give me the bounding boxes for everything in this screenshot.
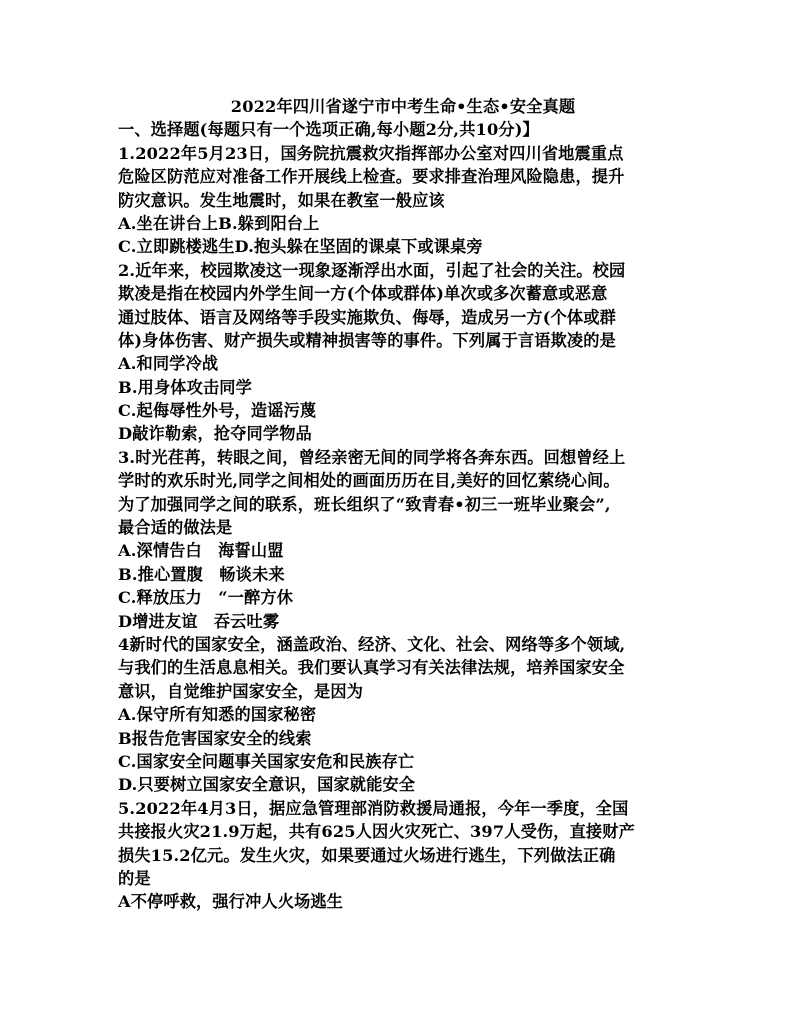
question-stem-line: 5.2022年4月3日，据应急管理部消防救援局通报，今年一季度，全国 bbox=[118, 798, 629, 818]
page-title: 2022年四川省遂宁市中考生命•生态•安全真题 bbox=[230, 97, 576, 116]
question-stem-line: 危险区防范应对准备工作开展线上检查。要求排查治理风险隐患，提升 bbox=[118, 167, 625, 187]
question-stem-line: 4新时代的国家安全，涵盖政治、经济、文化、社会、网络等多个领域, bbox=[118, 634, 626, 654]
question-2 bbox=[118, 259, 688, 446]
question-option: C.国家安全问题事关国家安危和民族存亡 bbox=[118, 751, 415, 771]
question-stem-line: 为了加强同学之间的联系，班长组织了“致青春•初三一班毕业聚会”, bbox=[118, 494, 611, 514]
question-option: D.只要树立国家安全意识，国家就能安全 bbox=[118, 775, 416, 795]
question-stem-line: 欺凌是指在校园内外学生间一方(个体或群体)单次或多次蓄意或恶意 bbox=[118, 284, 608, 304]
question-stem-line: 学时的欢乐时光,同学之间相处的画面历历在目,美好的回忆萦绕心间。 bbox=[118, 471, 620, 491]
question-stem-line: 体)身体伤害、财产损失或精神损害等的事件。下列属于言语欺凌的是 bbox=[118, 330, 616, 350]
question-stem-line: 3.时光荏苒，转眼之间，曾经亲密无间的同学将各奔东西。回想曾经上 bbox=[118, 447, 626, 467]
question-option: B.推心置腹 畅谈未来 bbox=[118, 564, 285, 584]
question-5 bbox=[118, 797, 688, 914]
question-stem-line: 最合适的做法是 bbox=[118, 518, 233, 538]
question-stem-line: 的是 bbox=[118, 868, 151, 888]
question-option: C.释放压力 “一醉方休 bbox=[118, 588, 294, 608]
question-stem-line: 通过肢体、语言及网络等手段实施欺负、侮辱，造成另一方(个体或群 bbox=[118, 307, 616, 327]
question-4 bbox=[118, 633, 688, 797]
question-option: D增进友谊 吞云吐雾 bbox=[118, 611, 280, 631]
question-stem-line: 防灾意识。发生地震时，如果在教室一般应该 bbox=[118, 190, 445, 210]
question-stem-line: 损失15.2亿元。发生火灾，如果要通过火场进行逃生，下列做法正确 bbox=[118, 845, 616, 865]
question-option: A.和同学冷战 bbox=[118, 354, 219, 374]
document-body bbox=[118, 95, 688, 914]
question-3 bbox=[118, 446, 688, 633]
question-option: A.坐在讲台上B.躲到阳台上 bbox=[118, 213, 320, 233]
question-stem-line: 1.2022年5月23日，国务院抗震救灾指挥部办公室对四川省地震重点 bbox=[118, 143, 624, 163]
question-stem-line: 共接报火灾21.9万起，共有625人因火灾死亡、397人受伤，直接财产 bbox=[118, 822, 635, 842]
question-1 bbox=[118, 142, 688, 259]
question-option: A.深情告白 海誓山盟 bbox=[118, 541, 284, 561]
question-option: C.立即跳楼逃生D.抱头躲在坚固的课桌下或课桌旁 bbox=[118, 237, 483, 257]
section-heading: 一、选择题(每题只有一个选项正确,每小题2分,共10分)】 bbox=[118, 120, 539, 140]
question-option: B报告危害国家安全的线索 bbox=[118, 728, 312, 748]
question-option: C.起侮辱性外号，造谣污蔑 bbox=[118, 401, 317, 421]
question-option: A不停呼救，强行冲人火场逃生 bbox=[118, 892, 344, 912]
question-stem-line: 与我们的生活息息相关。我们要认真学习有关法律法规，培养国家安全 bbox=[118, 658, 625, 678]
question-option: A.保守所有知悉的国家秘密 bbox=[118, 705, 317, 725]
question-stem-line: 2.近年来，校园欺凌这一现象逐渐浮出水面，引起了社会的关注。校园 bbox=[118, 260, 626, 280]
question-option: D敲诈勒索，抢夺同学物品 bbox=[118, 424, 312, 444]
question-option: B.用身体攻击同学 bbox=[118, 377, 252, 397]
question-stem-line: 意识，自觉维护国家安全，是因为 bbox=[118, 681, 364, 701]
